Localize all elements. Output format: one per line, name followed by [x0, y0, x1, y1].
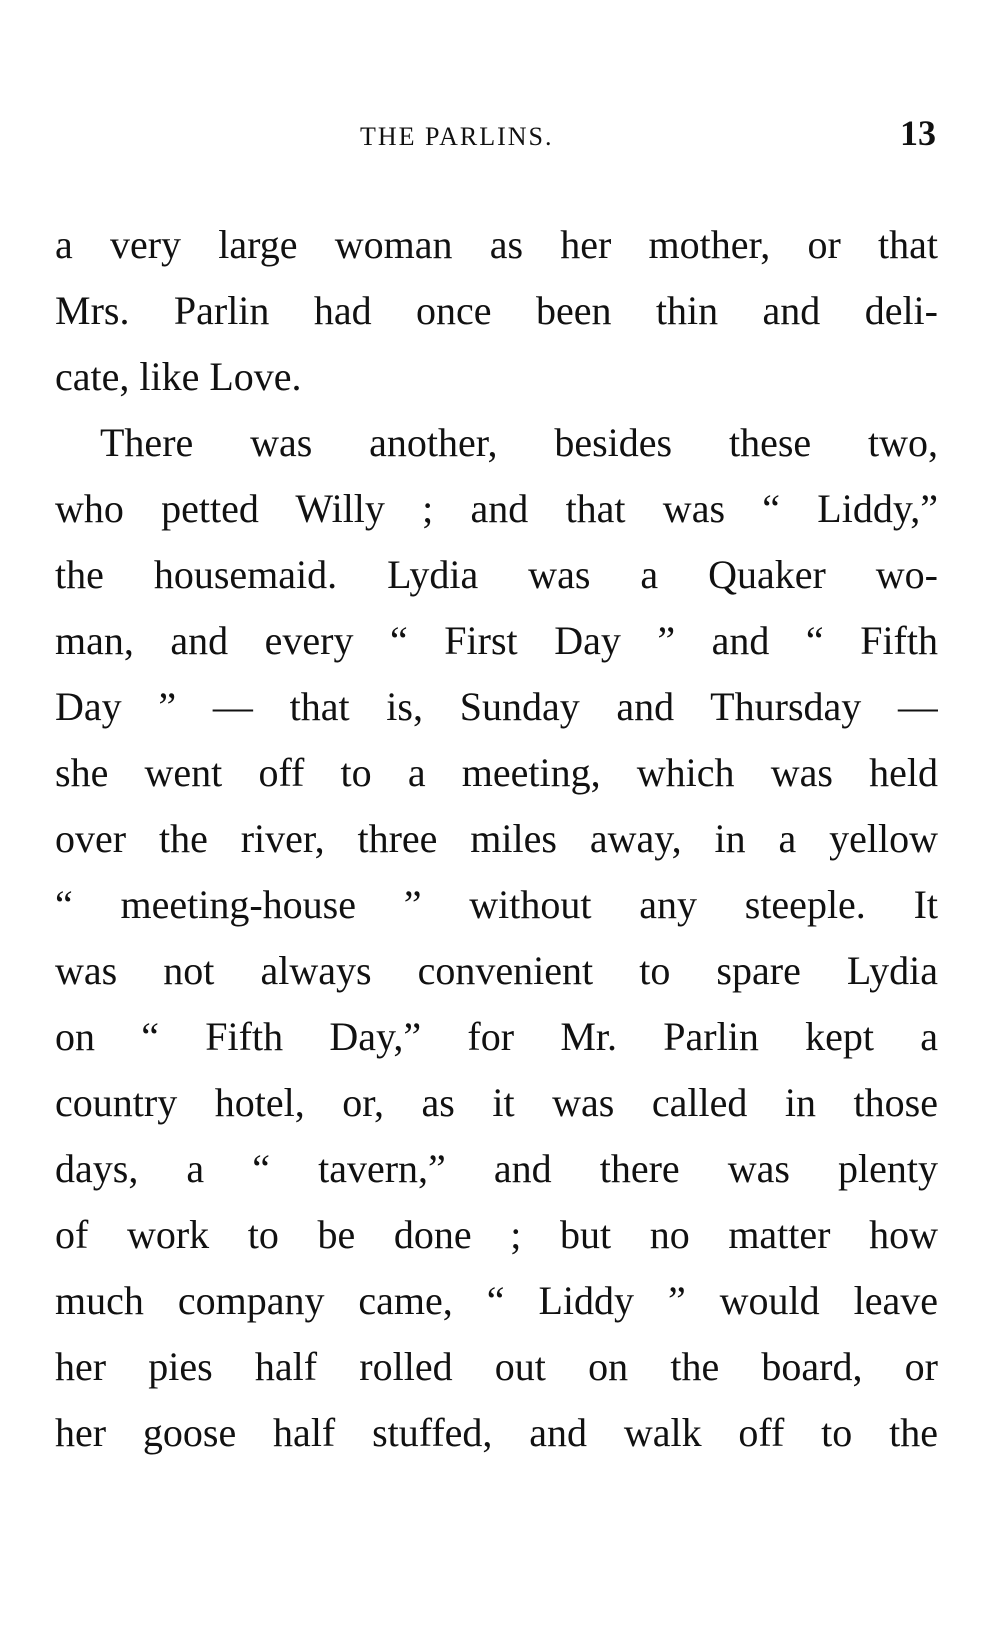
text-line: country hotel, or, as it was called in those: [55, 1080, 938, 1125]
text-line: much company came, “ Liddy ” would leave: [55, 1278, 938, 1323]
text-line: There was another, besides these two,: [100, 420, 938, 465]
text-line: over the river, three miles away, in a yellow: [55, 816, 938, 861]
text-line: on “ Fifth Day,” for Mr. Parlin kept a: [55, 1014, 938, 1059]
text-line: a very large woman as her mother, or that: [55, 222, 938, 267]
body-text: [55, 212, 938, 1466]
text-line: the housemaid. Lydia was a Quaker wo-: [55, 552, 938, 597]
text-line: Mrs. Parlin had once been thin and deli-: [55, 288, 938, 333]
text-line: who petted Willy ; and that was “ Liddy,”: [55, 486, 938, 531]
text-line: “ meeting-house ” without any steeple. It: [55, 882, 938, 927]
running-title: THE PARLINS.: [360, 122, 554, 151]
text-line: her goose half stuffed, and walk off to the: [55, 1410, 938, 1455]
text-line: her pies half rolled out on the board, or: [55, 1344, 938, 1389]
running-header: [0, 112, 996, 162]
text-line: man, and every “ First Day ” and “ Fifth: [55, 618, 938, 663]
text-line: of work to be done ; but no matter how: [55, 1212, 938, 1257]
text-line: she went off to a meeting, which was held: [55, 750, 938, 795]
text-line: Day ” — that is, Sunday and Thursday —: [55, 684, 938, 729]
text-line: cate, like Love.: [55, 354, 302, 399]
text-line: days, a “ tavern,” and there was plenty: [55, 1146, 938, 1191]
text-line: was not always convenient to spare Lydia: [55, 948, 938, 993]
page-number: 13: [900, 113, 936, 153]
